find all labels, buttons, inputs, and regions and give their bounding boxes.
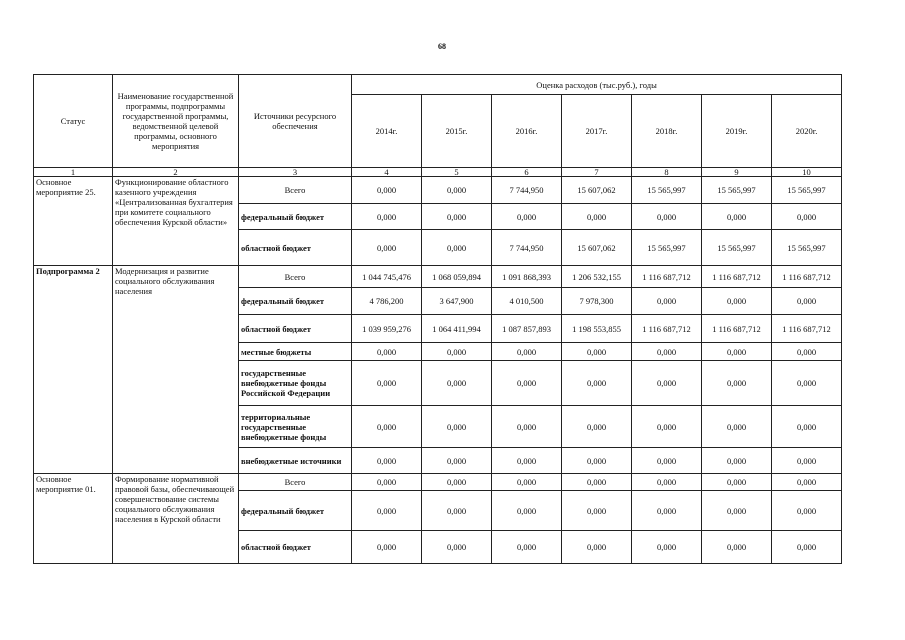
value-cell-2014: 0,000 bbox=[352, 361, 422, 406]
header-year-5: 2018г. bbox=[632, 95, 702, 168]
value-cell-2018: 0,000 bbox=[632, 491, 702, 531]
value-cell-2019: 1 116 687,712 bbox=[702, 266, 772, 288]
value-cell-2016: 0,000 bbox=[492, 491, 562, 531]
page-number: 68 bbox=[438, 42, 446, 51]
budget-table bbox=[33, 74, 842, 564]
value-cell-2017: 0,000 bbox=[562, 491, 632, 531]
source-cell: Всего bbox=[239, 266, 352, 288]
value-cell-2015: 1 064 411,994 bbox=[422, 315, 492, 343]
header-estimate: Оценка расходов (тыс.руб.), годы bbox=[352, 75, 842, 95]
value-cell-2020: 0,000 bbox=[772, 474, 842, 491]
value-cell-2019: 0,000 bbox=[702, 288, 772, 315]
value-cell-2015: 0,000 bbox=[422, 177, 492, 204]
value-cell-2020: 0,000 bbox=[772, 343, 842, 361]
value-cell-2018: 0,000 bbox=[632, 406, 702, 448]
value-cell-2017: 0,000 bbox=[562, 448, 632, 474]
source-cell: областной бюджет bbox=[239, 230, 352, 266]
column-number-2: 2 bbox=[113, 168, 239, 177]
source-cell: внебюджетные источники bbox=[239, 448, 352, 474]
value-cell-2015: 0,000 bbox=[422, 361, 492, 406]
value-cell-2019: 1 116 687,712 bbox=[702, 315, 772, 343]
value-cell-2018: 0,000 bbox=[632, 448, 702, 474]
value-cell-2015: 0,000 bbox=[422, 343, 492, 361]
program-name-cell: Формирование нормативной правовой базы, обеспечивающей совершенствование системы социального обслуживания населения в Курской области bbox=[113, 474, 239, 564]
table-body bbox=[34, 177, 842, 564]
value-cell-2017: 0,000 bbox=[562, 531, 632, 564]
value-cell-2018: 1 116 687,712 bbox=[632, 266, 702, 288]
value-cell-2014: 0,000 bbox=[352, 177, 422, 204]
value-cell-2015: 0,000 bbox=[422, 491, 492, 531]
value-cell-2020: 0,000 bbox=[772, 406, 842, 448]
value-cell-2014: 1 044 745,476 bbox=[352, 266, 422, 288]
column-number-3: 3 bbox=[239, 168, 352, 177]
value-cell-2014: 0,000 bbox=[352, 230, 422, 266]
value-cell-2015: 0,000 bbox=[422, 531, 492, 564]
value-cell-2014: 1 039 959,276 bbox=[352, 315, 422, 343]
column-number-5: 5 bbox=[422, 168, 492, 177]
value-cell-2016: 0,000 bbox=[492, 448, 562, 474]
header-status: Статус bbox=[34, 75, 113, 168]
column-number-1: 1 bbox=[34, 168, 113, 177]
value-cell-2019: 0,000 bbox=[702, 361, 772, 406]
value-cell-2017: 0,000 bbox=[562, 406, 632, 448]
source-cell: федеральный бюджет bbox=[239, 288, 352, 315]
value-cell-2014: 0,000 bbox=[352, 491, 422, 531]
column-number-10: 10 bbox=[772, 168, 842, 177]
source-cell: областной бюджет bbox=[239, 531, 352, 564]
source-cell: местные бюджеты bbox=[239, 343, 352, 361]
value-cell-2019: 0,000 bbox=[702, 343, 772, 361]
value-cell-2017: 15 607,062 bbox=[562, 177, 632, 204]
value-cell-2014: 0,000 bbox=[352, 474, 422, 491]
value-cell-2016: 0,000 bbox=[492, 343, 562, 361]
value-cell-2017: 1 198 553,855 bbox=[562, 315, 632, 343]
value-cell-2017: 0,000 bbox=[562, 361, 632, 406]
value-cell-2014: 0,000 bbox=[352, 531, 422, 564]
value-cell-2016: 1 087 857,893 bbox=[492, 315, 562, 343]
value-cell-2017: 7 978,300 bbox=[562, 288, 632, 315]
value-cell-2014: 0,000 bbox=[352, 448, 422, 474]
column-number-row bbox=[34, 168, 842, 177]
column-number-7: 7 bbox=[562, 168, 632, 177]
header-name: Наименование государственной программы, подпрограммы государственной программы, ведомственной целевой программы, основного мероприятия bbox=[113, 75, 239, 168]
header-year-2: 2015г. bbox=[422, 95, 492, 168]
value-cell-2016: 0,000 bbox=[492, 361, 562, 406]
value-cell-2015: 1 068 059,894 bbox=[422, 266, 492, 288]
value-cell-2017: 0,000 bbox=[562, 343, 632, 361]
value-cell-2016: 4 010,500 bbox=[492, 288, 562, 315]
value-cell-2016: 1 091 868,393 bbox=[492, 266, 562, 288]
value-cell-2020: 0,000 bbox=[772, 491, 842, 531]
column-number-8: 8 bbox=[632, 168, 702, 177]
value-cell-2016: 7 744,950 bbox=[492, 177, 562, 204]
value-cell-2014: 0,000 bbox=[352, 343, 422, 361]
value-cell-2020: 0,000 bbox=[772, 204, 842, 230]
program-name-cell: Модернизация и развитие социального обслуживания населения bbox=[113, 266, 239, 474]
value-cell-2020: 0,000 bbox=[772, 448, 842, 474]
value-cell-2014: 4 786,200 bbox=[352, 288, 422, 315]
status-cell: Подпрограмма 2 bbox=[34, 266, 113, 474]
table-row bbox=[34, 177, 842, 204]
value-cell-2014: 0,000 bbox=[352, 406, 422, 448]
value-cell-2019: 0,000 bbox=[702, 491, 772, 531]
value-cell-2020: 0,000 bbox=[772, 288, 842, 315]
value-cell-2015: 0,000 bbox=[422, 448, 492, 474]
value-cell-2015: 3 647,900 bbox=[422, 288, 492, 315]
value-cell-2016: 0,000 bbox=[492, 474, 562, 491]
value-cell-2019: 0,000 bbox=[702, 474, 772, 491]
value-cell-2020: 1 116 687,712 bbox=[772, 266, 842, 288]
value-cell-2018: 15 565,997 bbox=[632, 230, 702, 266]
value-cell-2016: 0,000 bbox=[492, 204, 562, 230]
header-sources: Источники ресурсного обеспечения bbox=[239, 75, 352, 168]
status-cell: Основное мероприятие 25. bbox=[34, 177, 113, 266]
value-cell-2015: 0,000 bbox=[422, 474, 492, 491]
value-cell-2014: 0,000 bbox=[352, 204, 422, 230]
value-cell-2017: 0,000 bbox=[562, 474, 632, 491]
table-row bbox=[34, 266, 842, 288]
value-cell-2018: 0,000 bbox=[632, 531, 702, 564]
value-cell-2017: 1 206 532,155 bbox=[562, 266, 632, 288]
program-name-cell: Функционирование областного казенного учреждения «Централизованная бухгалтерия при комитете социального обеспечения Курской области» bbox=[113, 177, 239, 266]
value-cell-2020: 1 116 687,712 bbox=[772, 315, 842, 343]
source-cell: федеральный бюджет bbox=[239, 491, 352, 531]
column-number-6: 6 bbox=[492, 168, 562, 177]
value-cell-2018: 0,000 bbox=[632, 474, 702, 491]
value-cell-2015: 0,000 bbox=[422, 230, 492, 266]
table-row bbox=[34, 474, 842, 491]
status-cell: Основное мероприятие 01. bbox=[34, 474, 113, 564]
header-year-6: 2019г. bbox=[702, 95, 772, 168]
value-cell-2019: 0,000 bbox=[702, 204, 772, 230]
header-year-1: 2014г. bbox=[352, 95, 422, 168]
value-cell-2016: 0,000 bbox=[492, 406, 562, 448]
source-cell: Всего bbox=[239, 474, 352, 491]
header-year-7: 2020г. bbox=[772, 95, 842, 168]
value-cell-2018: 0,000 bbox=[632, 288, 702, 315]
value-cell-2015: 0,000 bbox=[422, 406, 492, 448]
value-cell-2018: 15 565,997 bbox=[632, 177, 702, 204]
value-cell-2020: 0,000 bbox=[772, 361, 842, 406]
value-cell-2018: 0,000 bbox=[632, 361, 702, 406]
value-cell-2020: 15 565,997 bbox=[772, 177, 842, 204]
value-cell-2015: 0,000 bbox=[422, 204, 492, 230]
source-cell: Всего bbox=[239, 177, 352, 204]
value-cell-2018: 0,000 bbox=[632, 343, 702, 361]
value-cell-2018: 0,000 bbox=[632, 204, 702, 230]
source-cell: федеральный бюджет bbox=[239, 204, 352, 230]
value-cell-2020: 15 565,997 bbox=[772, 230, 842, 266]
value-cell-2017: 15 607,062 bbox=[562, 230, 632, 266]
value-cell-2019: 0,000 bbox=[702, 448, 772, 474]
value-cell-2019: 15 565,997 bbox=[702, 177, 772, 204]
source-cell: областной бюджет bbox=[239, 315, 352, 343]
value-cell-2019: 0,000 bbox=[702, 406, 772, 448]
source-cell: территориальные государственные внебюджетные фонды bbox=[239, 406, 352, 448]
value-cell-2019: 0,000 bbox=[702, 531, 772, 564]
source-cell: государственные внебюджетные фонды Российской Федерации bbox=[239, 361, 352, 406]
value-cell-2018: 1 116 687,712 bbox=[632, 315, 702, 343]
column-number-9: 9 bbox=[702, 168, 772, 177]
value-cell-2017: 0,000 bbox=[562, 204, 632, 230]
header-year-3: 2016г. bbox=[492, 95, 562, 168]
header-year-4: 2017г. bbox=[562, 95, 632, 168]
value-cell-2016: 0,000 bbox=[492, 531, 562, 564]
value-cell-2019: 15 565,997 bbox=[702, 230, 772, 266]
value-cell-2016: 7 744,950 bbox=[492, 230, 562, 266]
value-cell-2020: 0,000 bbox=[772, 531, 842, 564]
column-number-4: 4 bbox=[352, 168, 422, 177]
